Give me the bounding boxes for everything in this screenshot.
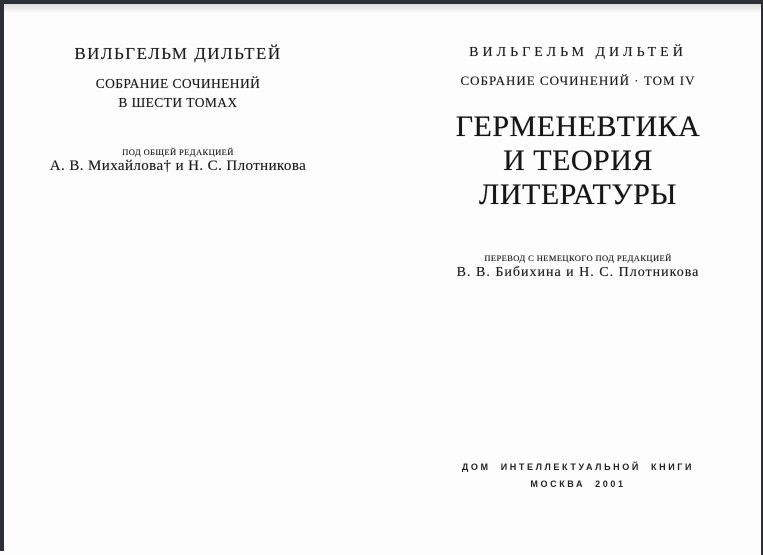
book-title-line2: И ТЕОРИЯ xyxy=(503,144,653,177)
right-page-series-volume: СОБРАНИЕ СОЧИНЕНИЙ · ТОМ IV xyxy=(460,73,696,88)
scan-frame-left-edge xyxy=(0,0,4,551)
translators: В. В. Бибихина и Н. С. Плотникова xyxy=(456,265,700,280)
left-page-editors: А. В. Михайлова† и Н. С. Плотникова xyxy=(49,158,307,174)
left-page-series-line1: СОБРАНИЕ СОЧИНЕНИЙ xyxy=(95,76,261,91)
book-title-line1: ГЕРМЕНЕВТИКА xyxy=(455,110,701,143)
book-title xyxy=(428,110,728,212)
right-title-page xyxy=(428,0,728,555)
left-page-series xyxy=(28,74,328,112)
left-title-page xyxy=(28,0,328,555)
translation-label: ПЕРЕВОД С НЕМЕЦКОГО ПОД РЕДАКЦИЕЙ xyxy=(484,253,672,263)
left-page-series-line2: В ШЕСТИ ТОМАХ xyxy=(118,95,238,110)
left-page-editor-label: ПОД ОБЩЕЙ РЕДАКЦИЕЙ xyxy=(122,147,234,157)
right-page-author: ВИЛЬГЕЛЬМ ДИЛЬТЕЙ xyxy=(469,45,687,60)
book-title-line3: ЛИТЕРАТУРЫ xyxy=(479,178,677,211)
publisher-name: ДОМ ИНТЕЛЛЕКТУАЛЬНОЙ КНИГИ xyxy=(461,462,695,472)
publisher-city-year: МОСКВА 2001 xyxy=(530,479,626,489)
left-page-author: ВИЛЬГЕЛЬМ ДИЛЬТЕЙ xyxy=(74,44,282,63)
